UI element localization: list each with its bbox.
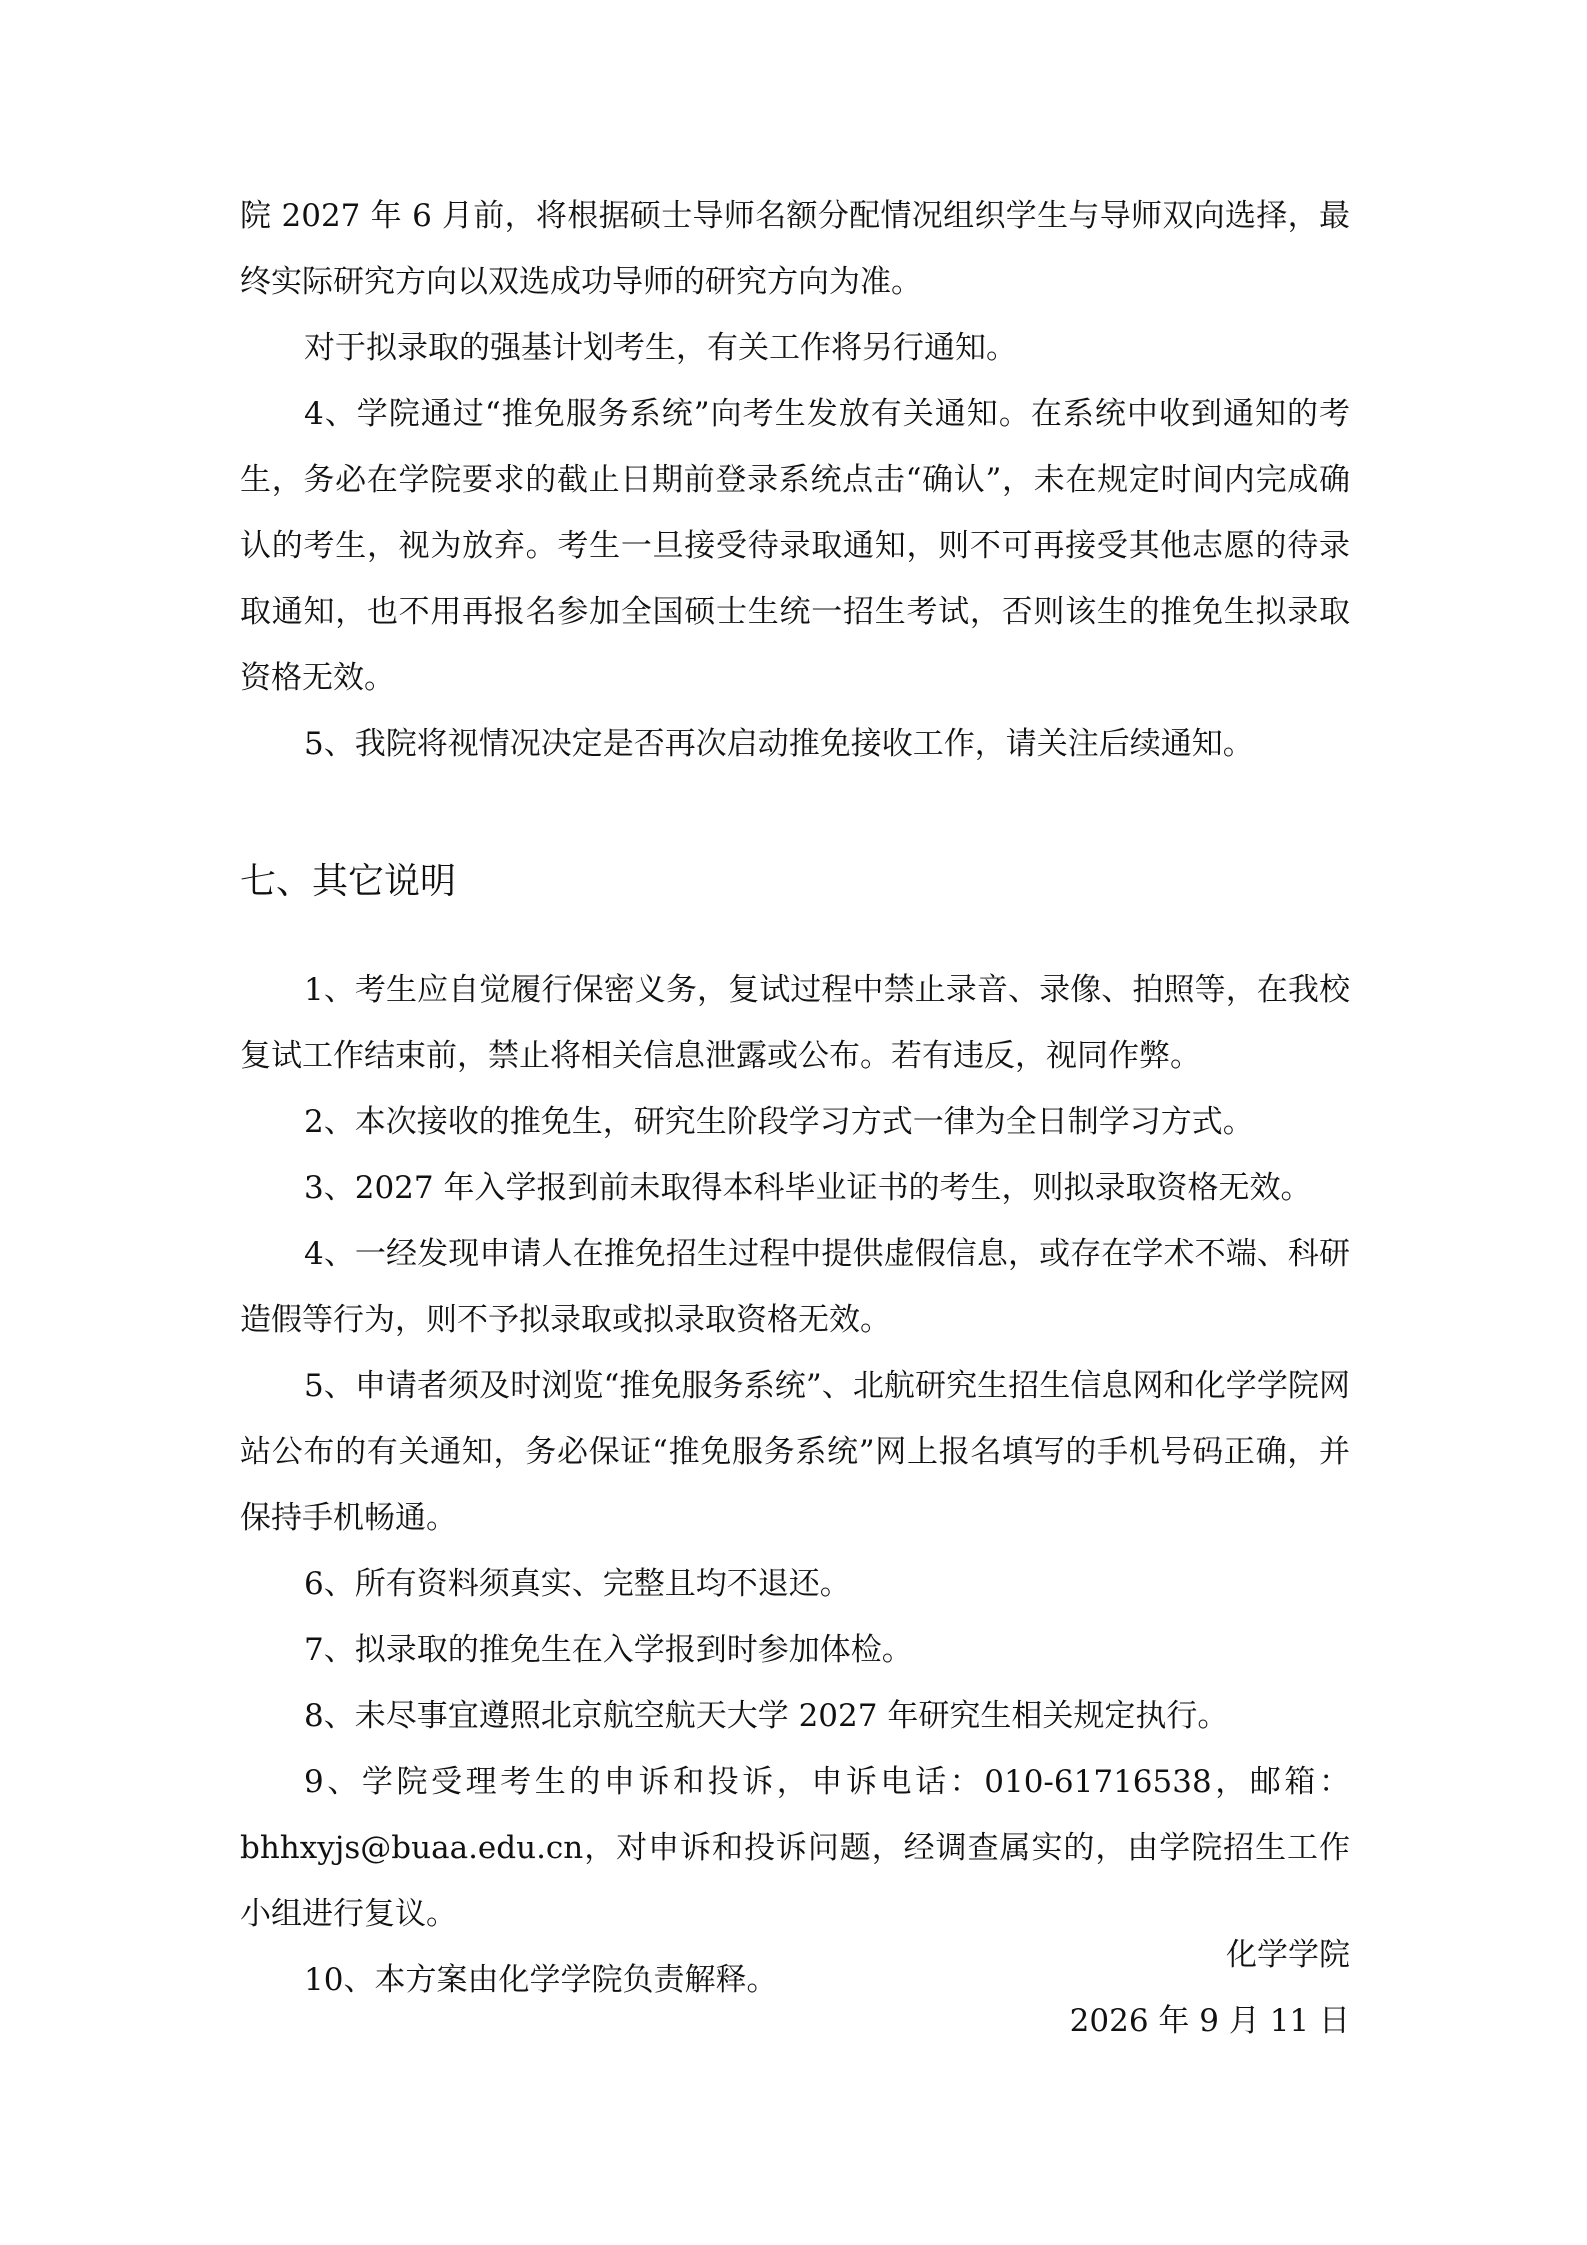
list-item: 3、2027 年入学报到前未取得本科毕业证书的考生，则拟录取资格无效。	[304, 1170, 1312, 1206]
section-title: 七、其它说明	[240, 861, 457, 902]
list-item: 4、一经发现申请人在推免招生过程中提供虚假信息，或存在学术不端、科研造假等行为，则不予拟录取或拟录取资格无效。	[240, 1236, 1350, 1338]
list-item: 6、所有资料须真实、完整且均不退还。	[304, 1566, 851, 1602]
section-other-notes	[240, 957, 1350, 2013]
list-item: 9、学院受理考生的申诉和投诉，申诉电话：010-61716538，邮箱：bhhxyjs@buaa.edu.cn，对申诉和投诉问题，经调查属实的，由学院招生工作小组进行复议。	[240, 1764, 1350, 1932]
paragraph: 5、我院将视情况决定是否再次启动推免接收工作，请关注后续通知。	[304, 726, 1254, 762]
list-item: 2、本次接收的推免生，研究生阶段学习方式一律为全日制学习方式。	[304, 1104, 1254, 1140]
paragraph: 4、学院通过“推免服务系统”向考生发放有关通知。在系统中收到通知的考生，务必在学院要求的截止日期前登录系统点击“确认”，未在规定时间内完成确认的考生，视为放弃。考生一旦接受待录取通知，则不可再接受其他志愿的待录取通知，也不用再报名参加全国硕士生统一招生考试，否则该生的推免生拟录取资格无效。	[240, 396, 1350, 696]
list-item: 7、拟录取的推免生在入学报到时参加体检。	[304, 1632, 913, 1668]
list-item: 10、本方案由化学学院负责解释。	[304, 1962, 778, 1998]
paragraph: 院 2027 年 6 月前，将根据硕士导师名额分配情况组织学生与导师双向选择，最终实际研究方向以双选成功导师的研究方向为准。	[240, 198, 1350, 300]
signature-org: 化学学院	[1226, 1937, 1350, 1973]
continued-section	[240, 183, 1350, 777]
paragraph: 对于拟录取的强基计划考生，有关工作将另行通知。	[304, 330, 1017, 366]
signature-date: 2026 年 9 月 11 日	[1069, 2003, 1350, 2039]
list-item: 5、申请者须及时浏览“推免服务系统”、北航研究生招生信息网和化学学院网站公布的有关通知，务必保证“推免服务系统”网上报名填写的手机号码正确，并保持手机畅通。	[240, 1368, 1350, 1536]
document-body	[240, 183, 1350, 2013]
list-item: 1、考生应自觉履行保密义务，复试过程中禁止录音、录像、拍照等，在我校复试工作结束前，禁止将相关信息泄露或公布。若有违反，视同作弊。	[240, 972, 1350, 1074]
list-item: 8、未尽事宜遵照北京航空航天大学 2027 年研究生相关规定执行。	[304, 1698, 1229, 1734]
